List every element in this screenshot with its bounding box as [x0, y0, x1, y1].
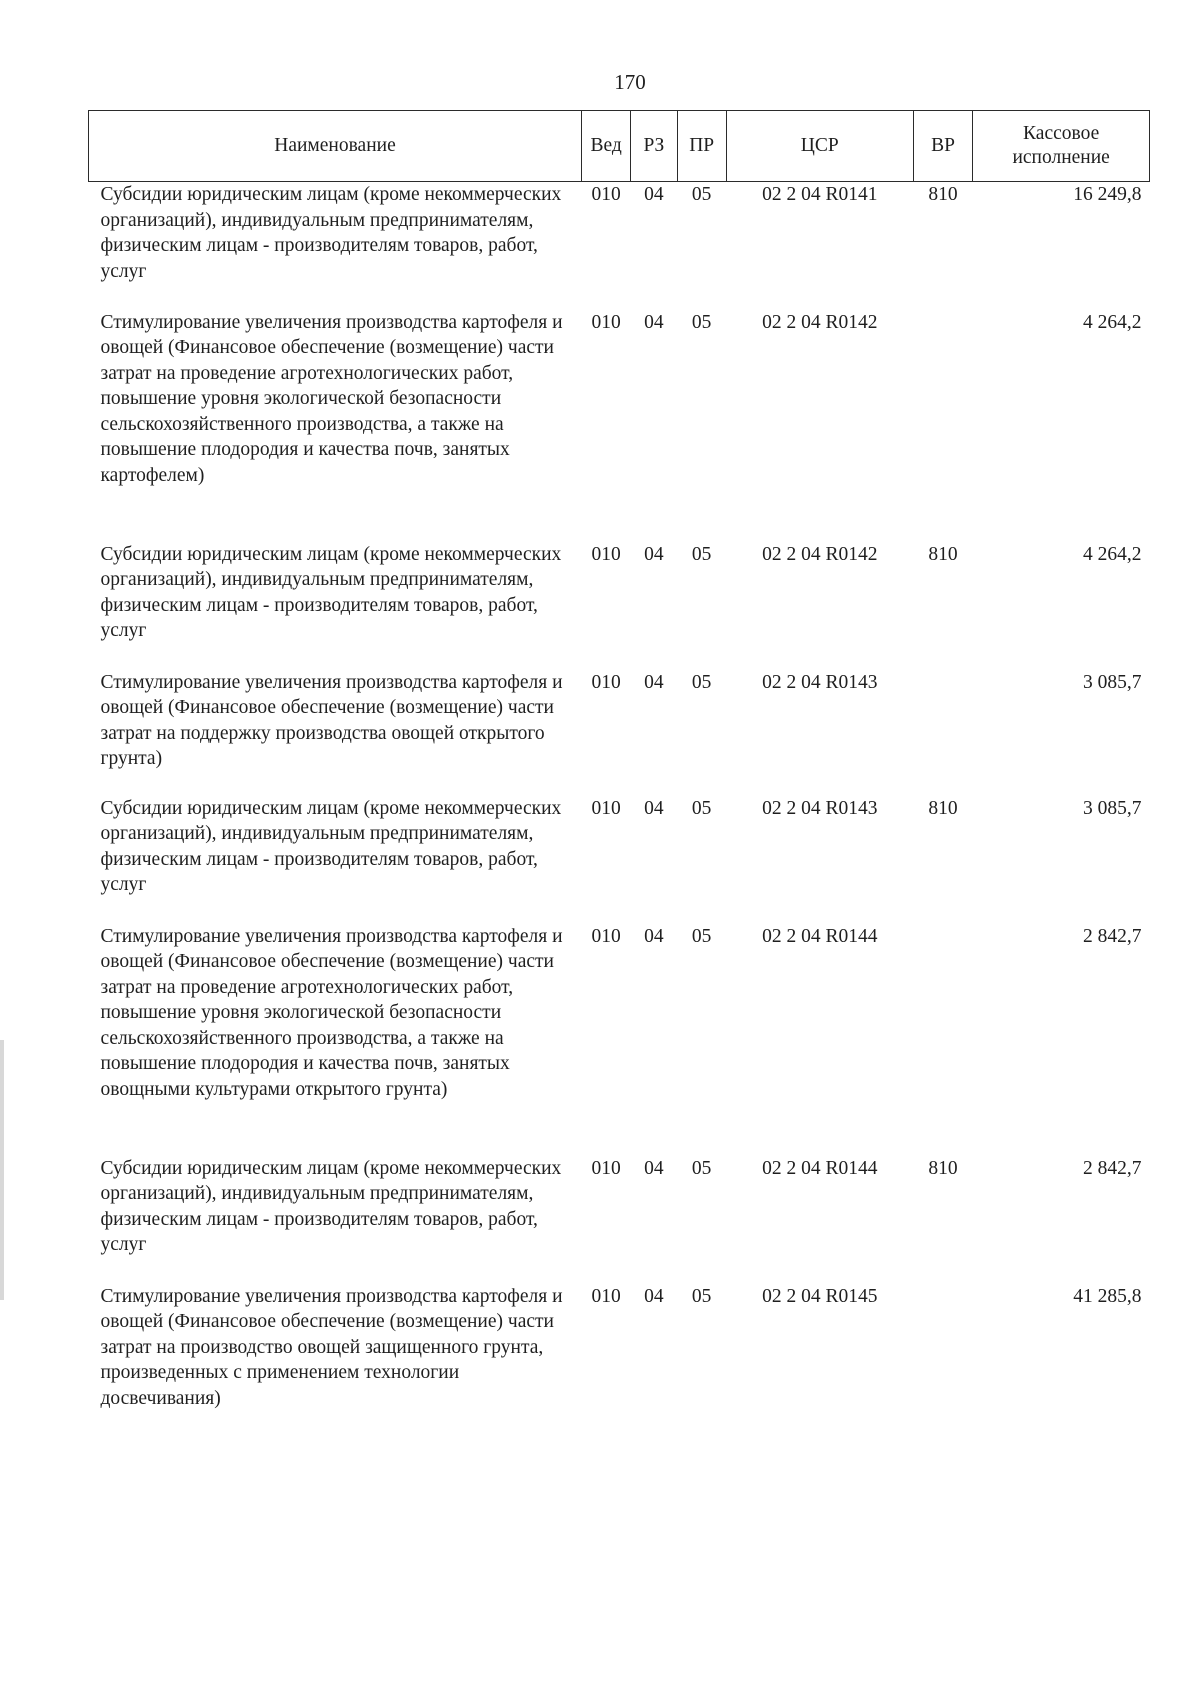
row-csr: 02 2 04 R0143 — [762, 671, 878, 693]
budget-execution-table — [88, 110, 1150, 1444]
table-row — [89, 182, 1150, 310]
row-csr: 02 2 04 R0142 — [762, 311, 878, 333]
row-pr: 05 — [691, 1285, 712, 1307]
row-rz: 04 — [644, 311, 664, 333]
header-csr: ЦСР — [726, 111, 913, 182]
table-row — [89, 670, 1150, 796]
row-pr: 05 — [691, 184, 712, 205]
row-pr: 05 — [691, 311, 712, 333]
row-ved: 010 — [591, 311, 621, 333]
header-vr: ВР — [913, 111, 973, 182]
header-sum: Кассовое исполнение — [973, 111, 1150, 182]
row-rz: 04 — [644, 1157, 664, 1179]
row-sum: 16 249,8 — [1073, 184, 1142, 205]
row-vr: 810 — [928, 543, 958, 565]
row-vr — [913, 1284, 973, 1444]
row-sum: 2 842,7 — [1083, 925, 1142, 947]
row-name: Стимулирование увеличения производства картофеля и овощей (Финансовое обеспечение (возмещение) части затрат на производство овощей защищенного грунта, произведенных с применением технологии досвечивания) — [100, 1285, 563, 1409]
row-rz: 04 — [644, 543, 664, 565]
row-pr: 05 — [691, 1157, 712, 1179]
row-rz: 04 — [644, 184, 664, 205]
table-body — [89, 182, 1150, 1444]
row-vr — [913, 310, 973, 542]
row-vr: 810 — [928, 1157, 958, 1179]
row-ved: 010 — [591, 671, 621, 693]
row-vr: 810 — [928, 797, 958, 819]
row-name: Субсидии юридическим лицам (кроме некоммерческих организаций), индивидуальным предпринимателям, физическим лицам - производителям товаров, работ, услуг — [100, 184, 562, 282]
table-row — [89, 310, 1150, 542]
row-csr: 02 2 04 R0144 — [762, 925, 878, 947]
row-ved: 010 — [591, 543, 621, 565]
row-vr: 810 — [928, 184, 958, 205]
row-sum: 3 085,7 — [1083, 797, 1142, 819]
header-name: Наименование — [89, 111, 582, 182]
row-name: Стимулирование увеличения производства картофеля и овощей (Финансовое обеспечение (возмещение) части затрат на проведение агротехнологических работ, повышение уровня экологической безопасности сельскохозяйственного производства, а также на повышение плодородия и качества почв, занятых овощными культурами открытого грунта) — [100, 925, 563, 1101]
table-row — [89, 924, 1150, 1156]
header-pr: ПР — [677, 111, 726, 182]
scan-artifact — [0, 1040, 4, 1300]
row-sum: 4 264,2 — [1083, 543, 1142, 565]
row-name: Субсидии юридическим лицам (кроме некоммерческих организаций), индивидуальным предпринимателям, физическим лицам - производителям товаров, работ, услуг — [100, 543, 562, 642]
row-sum: 41 285,8 — [1073, 1285, 1142, 1307]
row-rz: 04 — [644, 671, 664, 693]
row-rz: 04 — [644, 797, 664, 819]
row-csr: 02 2 04 R0145 — [762, 1285, 878, 1307]
row-name: Стимулирование увеличения производства картофеля и овощей (Финансовое обеспечение (возмещение) части затрат на проведение агротехнологических работ, повышение уровня экологической безопасности сельскохозяйственного производства, а также на повышение плодородия и качества почв, занятых картофелем) — [100, 311, 563, 487]
row-pr: 05 — [691, 925, 712, 947]
row-ved: 010 — [591, 1157, 621, 1179]
row-csr: 02 2 04 R0144 — [762, 1157, 878, 1179]
table-row — [89, 542, 1150, 670]
row-ved: 010 — [591, 925, 621, 947]
row-sum: 2 842,7 — [1083, 1157, 1142, 1179]
row-name: Субсидии юридическим лицам (кроме некоммерческих организаций), индивидуальным предпринимателям, физическим лицам - производителям товаров, работ, услуг — [100, 1157, 562, 1256]
header-rz: РЗ — [631, 111, 677, 182]
row-rz: 04 — [644, 925, 664, 947]
row-ved: 010 — [591, 184, 621, 205]
row-sum: 3 085,7 — [1083, 671, 1142, 693]
row-vr — [913, 670, 973, 796]
table-row — [89, 1284, 1150, 1444]
row-rz: 04 — [644, 1285, 664, 1307]
row-csr: 02 2 04 R0142 — [762, 543, 878, 565]
row-pr: 05 — [691, 797, 712, 819]
table-row — [89, 1156, 1150, 1284]
table-header — [89, 111, 1150, 182]
row-pr: 05 — [691, 671, 712, 693]
row-name: Субсидии юридическим лицам (кроме некоммерческих организаций), индивидуальным предпринимателям, физическим лицам - производителям товаров, работ, услуг — [100, 797, 562, 896]
page-number: 170 — [614, 70, 646, 94]
header-ved: Вед — [582, 111, 631, 182]
row-csr: 02 2 04 R0143 — [762, 797, 878, 819]
row-ved: 010 — [591, 797, 621, 819]
table-row — [89, 796, 1150, 924]
row-vr — [913, 924, 973, 1156]
row-ved: 010 — [591, 1285, 621, 1307]
row-pr: 05 — [691, 543, 712, 565]
row-csr: 02 2 04 R0141 — [762, 184, 878, 205]
row-name: Стимулирование увеличения производства картофеля и овощей (Финансовое обеспечение (возмещение) части затрат на поддержку производства овощей открытого грунта) — [100, 671, 563, 770]
row-sum: 4 264,2 — [1083, 311, 1142, 333]
